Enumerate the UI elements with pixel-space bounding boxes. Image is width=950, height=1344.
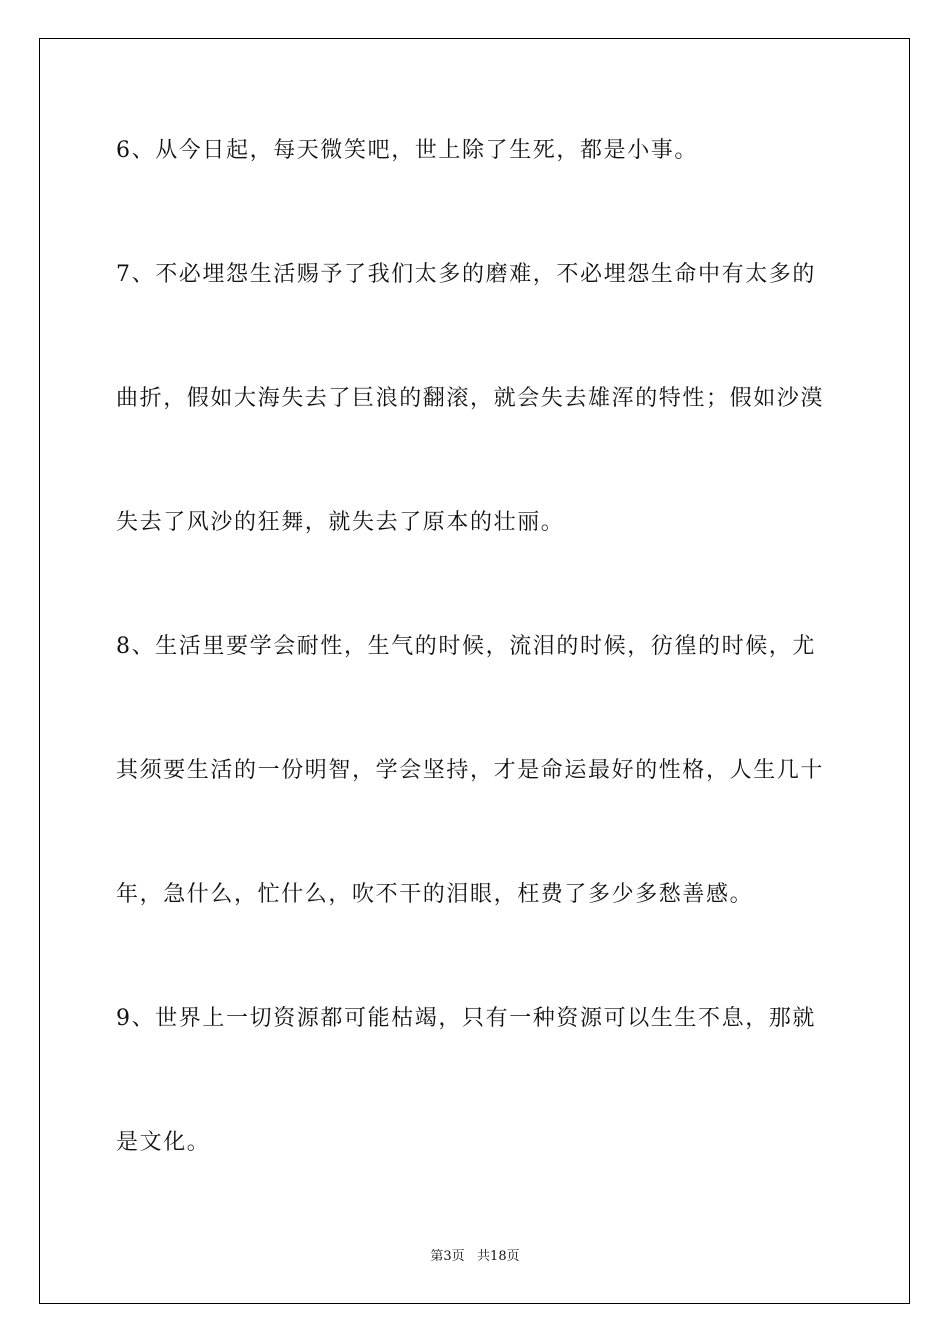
paragraph-8-line-2: 其须要生活的一份明智，学会坚持，才是命运最好的性格，人生几十 — [116, 758, 825, 783]
paragraph-7-line-1: 7、不必埋怨生活赐予了我们太多的磨难，不必埋怨生命中有太多的 — [116, 262, 816, 287]
paragraph-6-line-1: 6、从今日起，每天微笑吧，世上除了生死，都是小事。 — [116, 138, 698, 163]
paragraph-7-line-3: 失去了风沙的狂舞，就失去了原本的壮丽。 — [116, 510, 565, 535]
paragraph-8-line-3: 年，急什么，忙什么，吹不干的泪眼，枉费了多少多愁善感。 — [116, 882, 754, 907]
page-frame — [39, 38, 910, 1304]
page-number-footer: 第3页 共18页 — [430, 1249, 520, 1264]
paragraph-7-line-2: 曲折，假如大海失去了巨浪的翻滚，就会失去雄浑的特性；假如沙漠 — [116, 386, 825, 411]
paragraph-9-line-2: 是文化。 — [116, 1130, 211, 1155]
paragraph-8-line-1: 8、生活里要学会耐性，生气的时候，流泪的时候，彷徨的时候，尤 — [116, 634, 816, 659]
paragraph-9-line-1: 9、世界上一切资源都可能枯竭，只有一种资源可以生生不息，那就 — [116, 1006, 816, 1031]
